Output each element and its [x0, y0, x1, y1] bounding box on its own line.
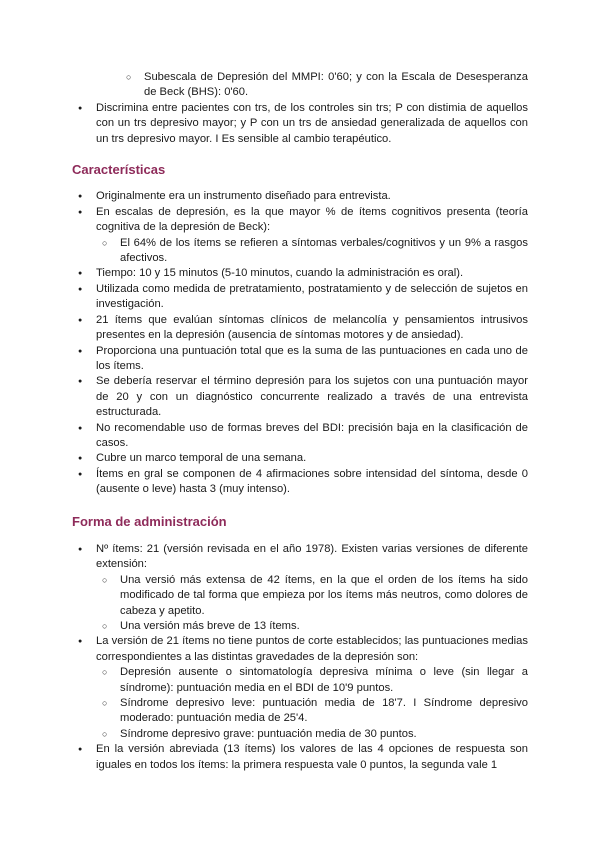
- list-item: [72, 451, 528, 466]
- sub-list-item: ○ Síndrome depresivo leve: puntuación media de 18'7. I Síndrome depresivo moderado: puntuación media de 25'4.: [96, 696, 528, 727]
- list-item: [72, 189, 528, 204]
- item-text: Originalmente era un instrumento diseñado para entrevista.: [96, 190, 391, 203]
- list-item: [72, 266, 528, 281]
- sublist: [96, 665, 528, 742]
- list-item: [72, 467, 528, 498]
- list-item: [72, 282, 528, 313]
- list-item: [72, 634, 528, 742]
- administracion-list: [72, 542, 528, 773]
- list-item: ● Discrimina entre pacientes con trs, de los controles sin trs; P con distimia de aquellos con un trs depresivo mayor; y P con un trs de ansiedad generalizada de aquellos con un trs depresivo mayor. I Es sensible al cambio terapéutico.: [72, 101, 528, 147]
- item-text: 21 ítems que evalúan síntomas clínicos de melancolía y pensamientos intrusivos presentes en la depresión (ausencia de síntomas motores y de ansiedad).: [96, 313, 528, 342]
- item-text: Se debería reservar el término depresión para los sujetos con una puntuación mayor de 20 y con un diagnóstico concurrente realizado a través de una entrevista estructurada.: [96, 375, 528, 419]
- list-item: [72, 344, 528, 375]
- list-item: [72, 313, 528, 344]
- sublist: [96, 236, 528, 267]
- sub-list-item: ○ Una versió más extensa de 42 ítems, en la que el orden de los ítems ha sido modificado de tal forma que empieza por los ítems más neutros, como dolores de cabeza y apetito.: [96, 573, 528, 619]
- section-heading-caracteristicas: Características: [72, 162, 166, 178]
- item-text: En la versión abreviada (13 ítems) los valores de las 4 opciones de respuesta son iguales en todos los ítems: la primera respuesta vale 0 puntos, la segunda vale 1: [96, 743, 528, 771]
- item-text: Tiempo: 10 y 15 minutos (5-10 minutos, cuando la administración es oral).: [96, 267, 464, 280]
- list-item: [72, 742, 528, 773]
- caracteristicas-list: [72, 189, 528, 497]
- sub-list-item: ○ Depresión ausente o sintomatología depresiva mínima o leve (sin llegar a síndrome): puntuación media en el BDI de 10'9 puntos.: [96, 665, 528, 696]
- item-text: Ítems en gral se componen de 4 afirmaciones sobre intensidad del síntoma, desde 0 (ausente o leve) hasta 3 (muy intenso).: [96, 467, 528, 496]
- section-heading-forma-administracion: Forma de administración: [72, 513, 227, 529]
- list-item: [72, 421, 528, 452]
- sub-list-item: ○ El 64% de los ítems se refieren a síntomas verbales/cognitivos y un 9% a rasgos afectivos.: [96, 236, 528, 267]
- top-list: [72, 101, 528, 147]
- list-item: [72, 374, 528, 420]
- item-text: Cubre un marco temporal de una semana.: [96, 452, 307, 465]
- item-text: Nº ítems: 21 (versión revisada en el año 1978). Existen varias versiones de diferente extensión:: [96, 542, 528, 571]
- list-item: [72, 205, 528, 267]
- list-item: ○ Subescala de Depresión del MMPI: 0'60; y con la Escala de Desesperanza de Beck (BHS): 0'60.: [120, 70, 528, 101]
- document-body: [72, 70, 528, 773]
- item-text: La versión de 21 ítems no tiene puntos de corte establecidos; las puntuaciones medias correspondientes a las distintas gravedades de la depresión son:: [96, 635, 528, 663]
- item-text: Proporciona una puntuación total que es la suma de las puntuaciones en cada uno de los ítems.: [96, 344, 528, 372]
- sub-list-item: ○ Una versión más breve de 13 ítems.: [96, 619, 528, 634]
- sublist: [96, 573, 528, 635]
- sub-list-item: ○ Síndrome depresivo grave: puntuación media de 30 puntos.: [96, 727, 528, 742]
- item-text: Utilizada como medida de pretratamiento, postratamiento y de selección de sujetos en investigación.: [96, 282, 528, 311]
- item-text: En escalas de depresión, es la que mayor % de ítems cognitivos presenta (teoría cognitiva de la depresión de Beck):: [96, 205, 528, 234]
- top-sublist: [72, 70, 528, 101]
- list-item: [72, 542, 528, 634]
- item-text: No recomendable uso de formas breves del BDI: precisión baja en la clasificación de casos.: [96, 421, 528, 449]
